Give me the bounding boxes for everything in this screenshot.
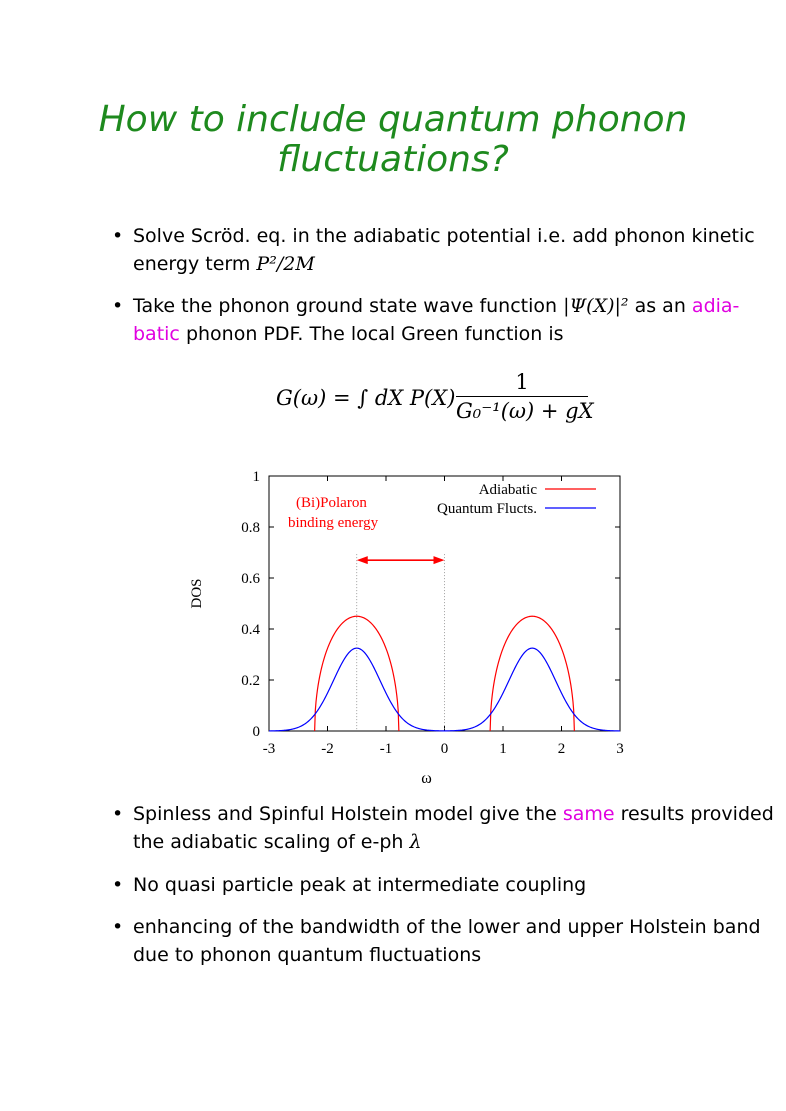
legend-label: Quantum Flucts. <box>437 501 537 517</box>
y-axis-label: DOS <box>189 578 205 609</box>
x-tick-label: 1 <box>499 741 507 757</box>
legend-label: Adiabatic <box>478 482 537 498</box>
x-tick-label: -1 <box>379 741 393 757</box>
annotation-line-1: (Bi)Polaron <box>296 495 367 511</box>
formula-fraction <box>456 370 594 423</box>
highlight-same: same <box>562 803 615 825</box>
bullet-dot: • <box>112 803 124 825</box>
y-tick-label: 0 <box>252 724 260 740</box>
bullet-text: enhancing of the bandwidth of the lower and upper Holstein band <box>133 916 761 938</box>
x-tick-label: -3 <box>262 741 276 757</box>
y-tick-label: 1 <box>252 469 260 485</box>
x-tick-label: 2 <box>557 741 566 757</box>
x-tick-label: 0 <box>440 741 449 757</box>
bullet-text: Spinless and Spinful Holstein model give the <box>133 803 557 825</box>
x-tick-label: 3 <box>616 741 624 757</box>
arrow-head-right <box>434 556 445 564</box>
bullet-item <box>112 292 740 348</box>
bullet-text: results provided <box>620 803 774 825</box>
formula-denominator: G₀⁻¹(ω) + gX <box>456 399 594 423</box>
bullet-dot: • <box>112 916 124 938</box>
bullet-dot: • <box>112 225 124 247</box>
bullet-dot: • <box>112 295 124 317</box>
annotation-line-2: binding energy <box>288 515 379 531</box>
y-tick-label: 0.8 <box>241 520 260 536</box>
bullet-text: Solve Scröd. eq. in the adiabatic potential i.e. add phonon kinetic <box>133 225 755 247</box>
title-line-2: fluctuations? <box>277 139 509 180</box>
bullet-item <box>112 800 774 856</box>
formula-numerator: 1 <box>515 370 529 394</box>
bullet-item <box>112 871 734 899</box>
bullet-text: No quasi particle peak at intermediate coupling <box>133 874 587 896</box>
series-line-quantum-flucts <box>269 648 620 731</box>
bullet-text: energy term <box>133 253 251 275</box>
title-line-1: How to include quantum phonon <box>98 99 688 140</box>
bullet-item <box>112 222 755 278</box>
bullet-text: Take the phonon ground state wave function <box>133 295 558 317</box>
y-tick-label: 0.4 <box>241 622 260 638</box>
math-lambda: λ <box>409 831 422 853</box>
bullet-text: phonon PDF. The local Green function is <box>185 323 564 345</box>
bullet-text: due to phonon quantum fluctuations <box>133 944 482 966</box>
highlight-adiabatic: adia- <box>691 295 740 317</box>
arrow-head-left <box>357 556 368 564</box>
x-axis-label: ω <box>421 770 432 787</box>
slide-title <box>0 100 786 180</box>
y-tick-label: 0.6 <box>241 571 260 587</box>
bullet-text: as an <box>634 295 686 317</box>
bullet-item <box>112 913 761 969</box>
y-tick-label: 0.2 <box>241 673 260 689</box>
math-kinetic-term: P²/2M <box>256 253 315 275</box>
math-wavefunction: |Ψ(X)|² <box>563 295 629 317</box>
bullet-text: the adiabatic scaling of e-ph <box>133 831 404 853</box>
x-tick-label: -2 <box>321 741 334 757</box>
formula-lhs: G(ω) = ∫ dX P(X) <box>276 386 456 410</box>
bullet-dot: • <box>112 874 124 896</box>
series-line-adiabatic <box>315 616 575 731</box>
highlight-adiabatic-cont: batic <box>133 323 180 345</box>
plot-frame <box>269 476 620 731</box>
